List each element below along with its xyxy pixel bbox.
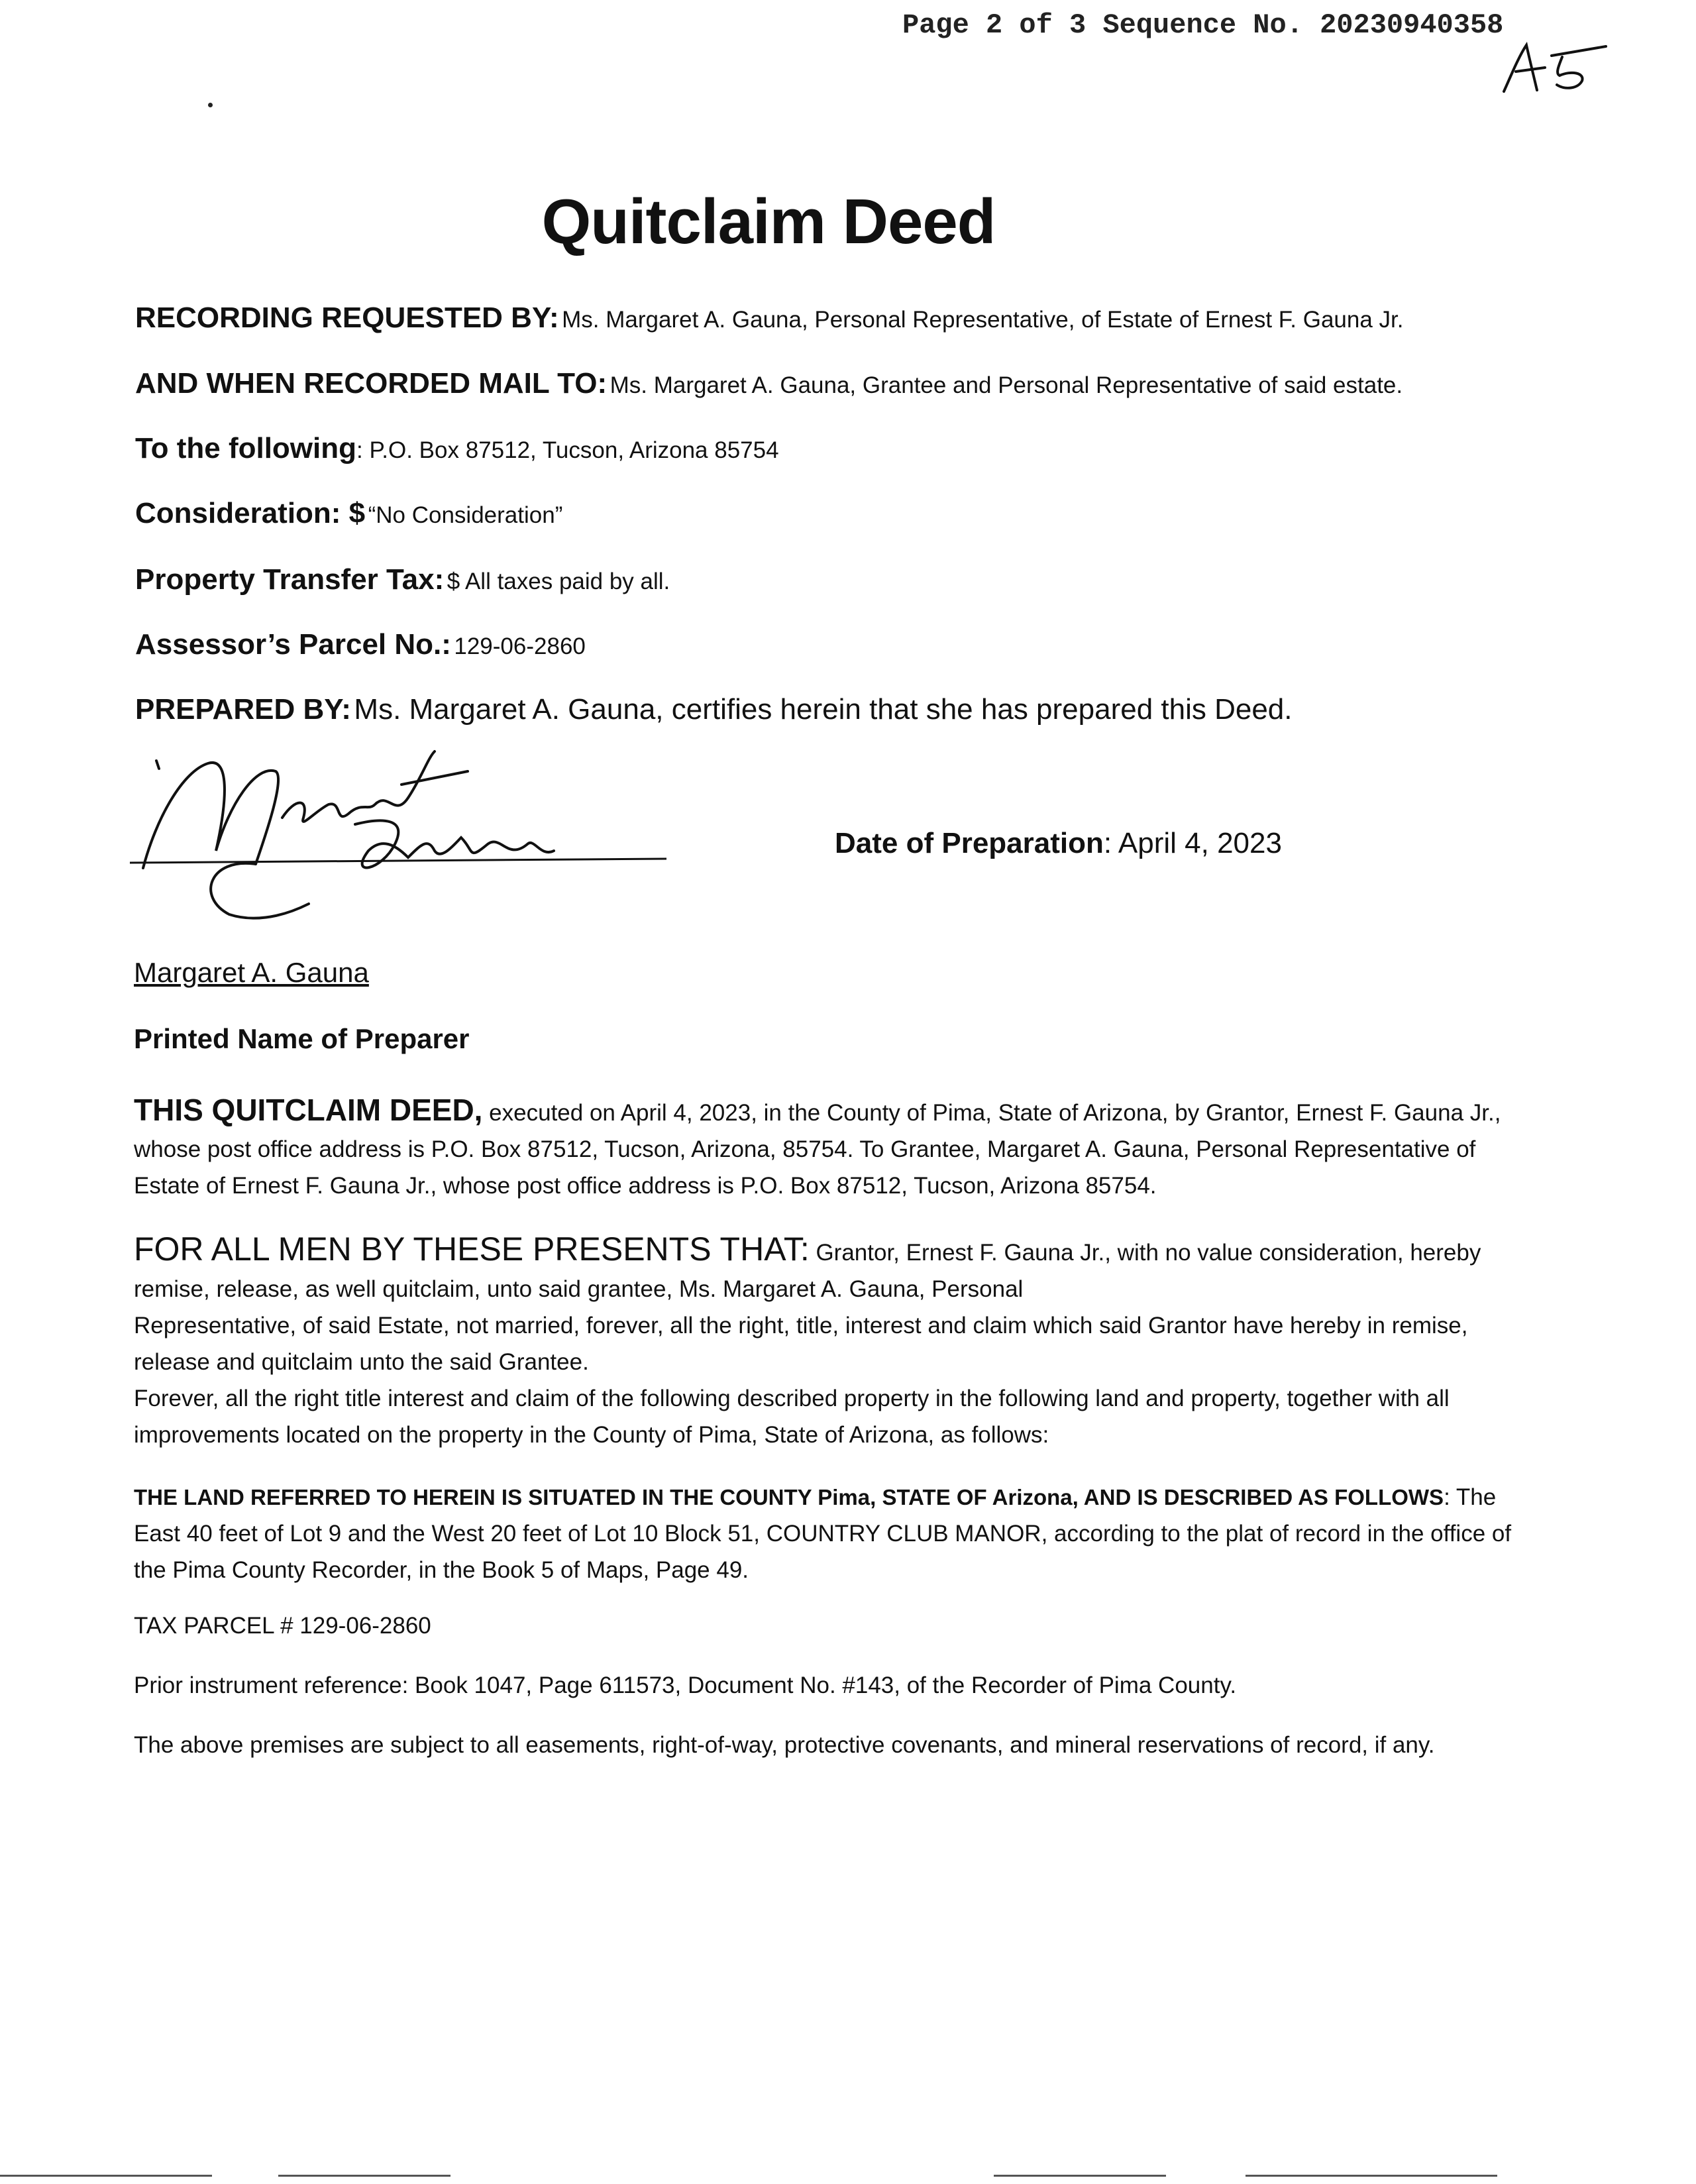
- printed-name-caption: Printed Name of Preparer: [134, 1023, 470, 1054]
- date-of-preparation-label: Date of Preparation: [835, 827, 1104, 859]
- presents-paragraph: [134, 1231, 1545, 1453]
- date-of-preparation-value: : April 4, 2023: [1103, 827, 1282, 859]
- scan-edge-line: [1246, 2175, 1497, 2177]
- prepared-by-row: [135, 693, 1293, 726]
- preparer-signature: [130, 745, 680, 924]
- consideration-label: Consideration: $: [135, 497, 366, 529]
- scan-speck: [208, 103, 213, 107]
- presents-lead: FOR ALL MEN BY THESE PRESENTS THAT:: [134, 1230, 810, 1268]
- document-title: Quitclaim Deed: [541, 186, 996, 257]
- mail-to-row: [135, 367, 1403, 400]
- date-of-preparation: [835, 827, 1282, 860]
- to-following-row: [135, 432, 779, 465]
- printed-name: Margaret A. Gauna: [134, 957, 369, 988]
- quitclaim-deed-lead: THIS QUITCLAIM DEED,: [134, 1093, 483, 1127]
- transfer-tax-label: Property Transfer Tax:: [135, 563, 445, 596]
- consideration-value: “No Consideration”: [368, 502, 563, 528]
- scan-edge-line: [994, 2175, 1166, 2177]
- page-sequence-stamp: Page 2 of 3 Sequence No. 20230940358: [902, 9, 1504, 41]
- premises-note: The above premises are subject to all easements, right-of-way, protective covenants, and mineral reservations of record, if any.: [134, 1732, 1435, 1758]
- handwritten-initials: [1499, 37, 1611, 97]
- mail-to-value: Ms. Margaret A. Gauna, Grantee and Personal Representative of said estate.: [610, 372, 1403, 398]
- scan-edge-line: [278, 2175, 450, 2177]
- land-description-paragraph: [134, 1479, 1545, 1588]
- land-description-text: : The East 40 feet of Lot 9 and the West 20 feet of Lot 10 Block 51, COUNTRY CLUB MANOR, according to the plat of record in the office of the Pima County Recorder, in the Book 5 of Maps, Page 49.: [134, 1484, 1512, 1583]
- land-description-lead: THE LAND REFERRED TO HEREIN IS SITUATED IN THE COUNTY Pima, STATE OF Arizona, AND IS DESCRIBED AS FOLLOWS: [134, 1485, 1444, 1509]
- transfer-tax-row: [135, 563, 670, 596]
- scan-edge-line: [0, 2175, 212, 2177]
- parcel-no-row: [135, 628, 586, 661]
- prepared-by-value: Ms. Margaret A. Gauna, certifies herein that she has prepared this Deed.: [354, 693, 1293, 726]
- recording-requested-label: RECORDING REQUESTED BY:: [135, 301, 559, 334]
- prepared-by-label: PREPARED BY:: [135, 693, 351, 726]
- presents-text-1: Grantor, Ernest F. Gauna Jr., with no value consideration, hereby remise, release, as well quitclaim, unto said grantee, Ms. Margaret A. Gauna, Personal: [134, 1240, 1481, 1302]
- parcel-no-label: Assessor’s Parcel No.:: [135, 628, 451, 661]
- recording-requested-row: [135, 301, 1404, 335]
- consideration-row: [135, 497, 562, 530]
- quitclaim-deed-text: executed on April 4, 2023, in the County of Pima, State of Arizona, by Grantor, Ernest F. Gauna Jr., whose post office address is P.O. Box 87512, Tucson, Arizona, 85754. To Grantee, Margaret A. Gauna, Personal Representative of Estate of Ernest F. Gauna Jr., whose post office address is P.O. Box 87512, Tucson, Arizona 85754.: [134, 1100, 1501, 1199]
- presents-line-3: Forever, all the right title interest and claim of the following described property in the following land and property, together with all improvements located on the property in the County of Pima, State of Arizona, as follows:: [134, 1386, 1450, 1448]
- tax-parcel-line: TAX PARCEL # 129-06-2860: [134, 1613, 431, 1639]
- presents-line-2: Representative, of said Estate, not married, forever, all the right, title, interest and claim which said Grantor have hereby in remise, release and quitclaim unto the said Grantee.: [134, 1313, 1468, 1375]
- to-following-label: To the following: [135, 432, 356, 464]
- prior-instrument-line: Prior instrument reference: Book 1047, Page 611573, Document No. #143, of the Recorder of Pima County.: [134, 1672, 1237, 1698]
- to-following-value: : P.O. Box 87512, Tucson, Arizona 85754: [356, 437, 779, 463]
- presents-line-1: [134, 1231, 1545, 1307]
- parcel-no-value: 129-06-2860: [454, 633, 586, 659]
- transfer-tax-value: $ All taxes paid by all.: [447, 569, 670, 594]
- mail-to-label: AND WHEN RECORDED MAIL TO:: [135, 367, 608, 400]
- quitclaim-deed-paragraph: [134, 1092, 1545, 1204]
- recording-requested-value: Ms. Margaret A. Gauna, Personal Representative, of Estate of Ernest F. Gauna Jr.: [562, 307, 1404, 333]
